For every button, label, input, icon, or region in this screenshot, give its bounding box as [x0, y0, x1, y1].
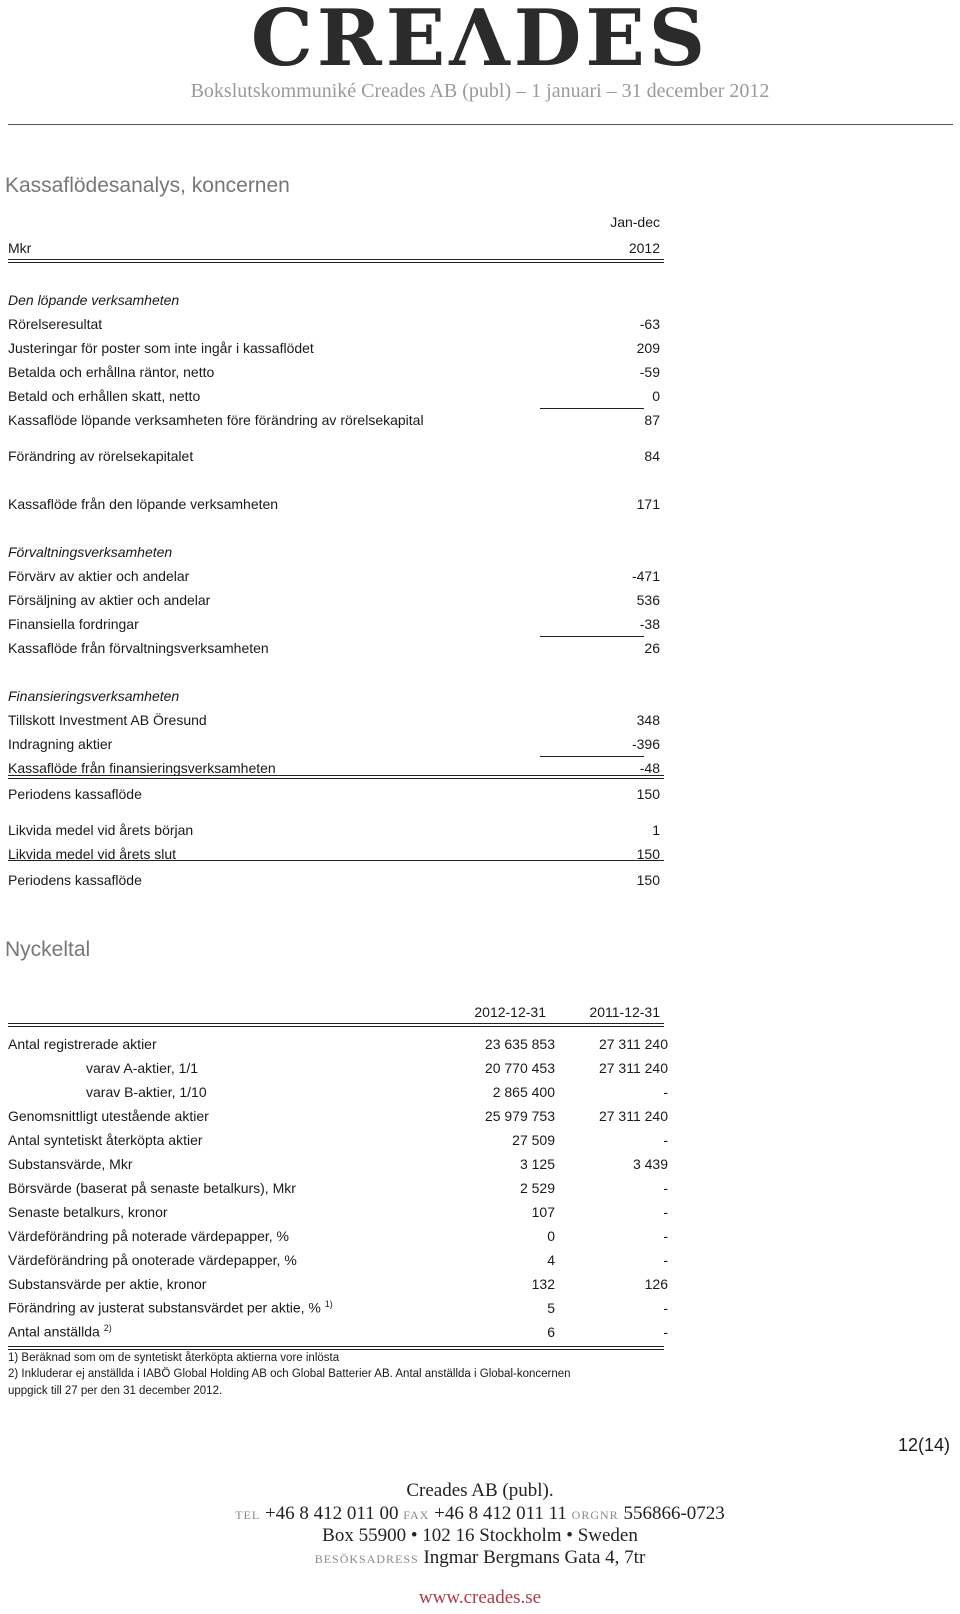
- keyratio-label: [8, 1154, 133, 1174]
- row-label: Finansiella fordringar: [8, 616, 139, 632]
- cashflow-row: [8, 784, 660, 804]
- footer-visit: [0, 1547, 960, 1569]
- row-value: -471: [631, 568, 660, 584]
- keyratio-row: [8, 1154, 668, 1174]
- footer-company: Creades AB (publ).: [406, 1480, 554, 1501]
- keyratios-header-row: [8, 1002, 668, 1022]
- value-2012: 107: [531, 1204, 555, 1220]
- row-value: 87: [644, 412, 660, 428]
- keyratio-label-text: Senaste betalkurs, kronor: [8, 1204, 168, 1220]
- value-2012: 5: [547, 1300, 555, 1316]
- value-2011: -: [663, 1204, 668, 1220]
- creades-logo: CREΛDES: [250, 0, 710, 84]
- row-value: 150: [636, 786, 660, 802]
- value-2011: -: [663, 1132, 668, 1148]
- keyratio-label-text: Genomsnittligt utestående aktier: [8, 1108, 209, 1124]
- keyratio-label: [8, 1250, 297, 1270]
- footnote-marker: 1): [324, 1299, 333, 1309]
- row-label: Finansieringsverksamheten: [8, 688, 180, 704]
- row-label: Periodens kassaflöde: [8, 872, 142, 888]
- tel-label: TEL: [235, 1508, 261, 1522]
- cashflow-row: [8, 338, 660, 358]
- unit-label: Mkr: [8, 240, 32, 256]
- value-2011: -: [663, 1228, 668, 1244]
- value-2012: 0: [547, 1228, 555, 1244]
- row-label: Kassaflöde löpande verksamheten före förändring av rörelsekapital: [8, 412, 424, 428]
- cashflow-row: [8, 820, 660, 840]
- keyratio-label-text: Förändring av justerat substansvärdet per aktie, %: [8, 1299, 321, 1316]
- value-2012: 2 865 400: [492, 1084, 555, 1100]
- cashflow-row: [8, 734, 660, 754]
- row-label: Förändring av rörelsekapitalet: [8, 448, 194, 464]
- cashflow-row: [8, 362, 660, 382]
- footnote-1: 1) Beräknad som om de syntetiskt återköpta aktierna vore inlösta: [8, 1352, 340, 1364]
- orgnr-label: ORGNR: [571, 1508, 619, 1522]
- row-value: -48: [639, 760, 660, 776]
- col-year-header: 2012: [628, 240, 660, 256]
- keyratios-bottom-rule: [8, 1346, 664, 1350]
- value-2011: 3 439: [632, 1156, 668, 1172]
- value-2011: 27 311 240: [598, 1060, 668, 1076]
- keyratio-row: [8, 1318, 668, 1338]
- keyratio-row: [8, 1226, 668, 1246]
- value-2011: 126: [644, 1276, 668, 1292]
- keyratio-label-text: Antal registrerade aktier: [8, 1036, 157, 1052]
- col-2011-header: 2011-12-31: [589, 1004, 660, 1020]
- footnote-2: 2) Inkluderar ej anställda i IABÖ Global Holding AB och Global Batterier AB. Antal anställda i Global-koncernen: [8, 1368, 571, 1380]
- footnote-2-cont: uppgick till 27 per den 31 december 2012.: [8, 1385, 223, 1397]
- row-value: -396: [631, 736, 660, 752]
- header-divider: [8, 124, 953, 125]
- keyratio-label-text: varav A-aktier, 1/1: [86, 1060, 199, 1076]
- value-2011: 27 311 240: [598, 1036, 668, 1052]
- keyratio-label: [8, 1294, 333, 1318]
- keyratio-label-text: Antal anställda: [8, 1323, 100, 1340]
- keyratio-label-text: Substansvärde per aktie, kronor: [8, 1276, 207, 1292]
- value-2012: 27 509: [512, 1132, 555, 1148]
- sum-rule: [540, 636, 644, 637]
- keyratio-label: [8, 1034, 157, 1054]
- cashflow-row: [8, 638, 660, 658]
- row-label: Periodens kassaflöde: [8, 786, 142, 802]
- footer-contact: [0, 1503, 960, 1525]
- value-2011: -: [663, 1084, 668, 1100]
- website-link[interactable]: www.creades.se: [418, 1587, 542, 1608]
- keyratio-label-text: Substansvärde, Mkr: [8, 1156, 133, 1172]
- visit-address: Ingmar Bergmans Gata 4, 7tr: [423, 1547, 646, 1568]
- keyratio-row: [8, 1274, 668, 1294]
- row-label: Kassaflöde från förvaltningsverksamheten: [8, 640, 269, 656]
- row-label: Tillskott Investment AB Öresund: [8, 712, 207, 728]
- row-value: 0: [652, 388, 660, 404]
- row-label: Indragning aktier: [8, 736, 113, 752]
- cashflow-row: [8, 566, 660, 586]
- cashflow-row: [8, 386, 660, 406]
- cashflow-row: [8, 844, 660, 864]
- row-label: Betald och erhållen skatt, netto: [8, 388, 201, 404]
- cashflow-row: [8, 446, 660, 466]
- row-value: 26: [644, 640, 660, 656]
- section-heading-row: [8, 290, 660, 310]
- keyratio-label: [86, 1058, 198, 1078]
- row-label: Likvida medel vid årets början: [8, 822, 194, 838]
- row-label: Den löpande verksamheten: [8, 292, 180, 308]
- keyratio-label: [8, 1318, 112, 1342]
- value-2012: 23 635 853: [484, 1036, 555, 1052]
- keyratio-label: [8, 1226, 289, 1246]
- header-double-rule: [8, 259, 664, 263]
- value-2012: 3 125: [519, 1156, 555, 1172]
- row-value: 1: [652, 822, 660, 838]
- keyratio-row: [8, 1082, 668, 1102]
- keyratio-row: [8, 1202, 668, 1222]
- unit-header-row: [8, 238, 660, 258]
- col-2012-header: 2012-12-31: [474, 1004, 546, 1020]
- cashflow-row: [8, 494, 660, 514]
- value-2012: 132: [531, 1276, 555, 1292]
- row-label: Kassaflöde från finansieringsverksamheten: [8, 760, 276, 776]
- keyratio-label: [86, 1082, 207, 1102]
- value-2011: 27 311 240: [598, 1108, 668, 1124]
- cashflow-row: [8, 870, 660, 890]
- section-heading-row: [8, 686, 660, 706]
- row-value: 150: [636, 872, 660, 888]
- row-value: 171: [636, 496, 660, 512]
- report-subtitle: Bokslutskommuniké Creades AB (publ) – 1 januari – 31 december 2012: [190, 80, 770, 102]
- keyratio-row: [8, 1178, 668, 1198]
- sum-rule: [8, 775, 664, 779]
- section-heading-row: [8, 542, 660, 562]
- keyratio-label: [8, 1274, 206, 1294]
- value-2012: 20 770 453: [484, 1060, 555, 1076]
- keyratio-label-text: Börsvärde (baserat på senaste betalkurs), Mkr: [8, 1180, 296, 1196]
- row-value: 536: [636, 592, 660, 608]
- cashflow-row: [8, 710, 660, 730]
- keyratio-row: [8, 1058, 668, 1078]
- fax-number: +46 8 412 011 11: [434, 1503, 567, 1524]
- keyratio-label: [8, 1106, 209, 1126]
- row-label: Rörelseresultat: [8, 316, 103, 332]
- value-2011: -: [663, 1324, 668, 1340]
- row-value: -59: [639, 364, 660, 380]
- row-value: -63: [639, 316, 660, 332]
- keyratio-row: [8, 1130, 668, 1150]
- footer-address: Box 55900 • 102 16 Stockholm • Sweden: [322, 1525, 638, 1546]
- row-value: 84: [644, 448, 660, 464]
- visit-label: BESÖKSADRESS: [314, 1552, 419, 1566]
- keyratio-label: [8, 1178, 296, 1198]
- keyratio-label: [8, 1202, 168, 1222]
- keyratio-label-text: Värdeförändring på onoterade värdepapper, %: [8, 1252, 297, 1268]
- row-label: Förvaltningsverksamheten: [8, 544, 173, 560]
- keyratios-title: Nyckeltal: [5, 938, 91, 961]
- value-2012: 25 979 753: [484, 1108, 555, 1124]
- row-value: 348: [636, 712, 660, 728]
- cashflow-row: [8, 614, 660, 634]
- value-2012: 2 529: [519, 1180, 555, 1196]
- row-value: 209: [636, 340, 660, 356]
- value-2011: -: [663, 1252, 668, 1268]
- fax-label: FAX: [403, 1508, 430, 1522]
- value-2012: 6: [547, 1324, 555, 1340]
- sum-rule: [540, 408, 644, 409]
- keyratio-row: [8, 1106, 668, 1126]
- orgnr-number: 556866-0723: [623, 1503, 725, 1524]
- cashflow-row: [8, 314, 660, 334]
- col-period-header: Jan-dec: [610, 214, 660, 230]
- sum-rule: [8, 860, 664, 861]
- row-label: Likvida medel vid årets slut: [8, 846, 177, 862]
- keyratio-row: [8, 1250, 668, 1270]
- keyratio-label-text: Värdeförändring på noterade värdepapper, %: [8, 1228, 289, 1244]
- sum-rule: [540, 756, 644, 757]
- row-value: 150: [636, 846, 660, 862]
- footnote-marker: 2): [103, 1323, 112, 1333]
- value-2011: -: [663, 1300, 668, 1316]
- cashflow-row: [8, 590, 660, 610]
- value-2011: -: [663, 1180, 668, 1196]
- page-number: 12(14): [897, 1435, 950, 1455]
- keyratio-label-text: varav B-aktier, 1/10: [86, 1084, 207, 1100]
- row-label: Kassaflöde från den löpande verksamheten: [8, 496, 279, 512]
- cashflow-title: Kassaflödesanalys, koncernen: [5, 174, 290, 197]
- row-label: Justeringar för poster som inte ingår i kassaflödet: [8, 340, 314, 356]
- keyratio-label: [8, 1130, 203, 1150]
- keyratios-header-rule: [8, 1023, 664, 1027]
- row-label: Betalda och erhållna räntor, netto: [8, 364, 215, 380]
- keyratio-row: [8, 1294, 668, 1314]
- keyratio-label-text: Antal syntetiskt återköpta aktier: [8, 1132, 203, 1148]
- value-2012: 4: [547, 1252, 555, 1268]
- row-value: -38: [639, 616, 660, 632]
- cashflow-row: [8, 410, 660, 430]
- keyratio-row: [8, 1034, 668, 1054]
- row-label: Förvärv av aktier och andelar: [8, 568, 190, 584]
- tel-number: +46 8 412 011 00: [264, 1503, 399, 1524]
- row-label: Försäljning av aktier och andelar: [8, 592, 211, 608]
